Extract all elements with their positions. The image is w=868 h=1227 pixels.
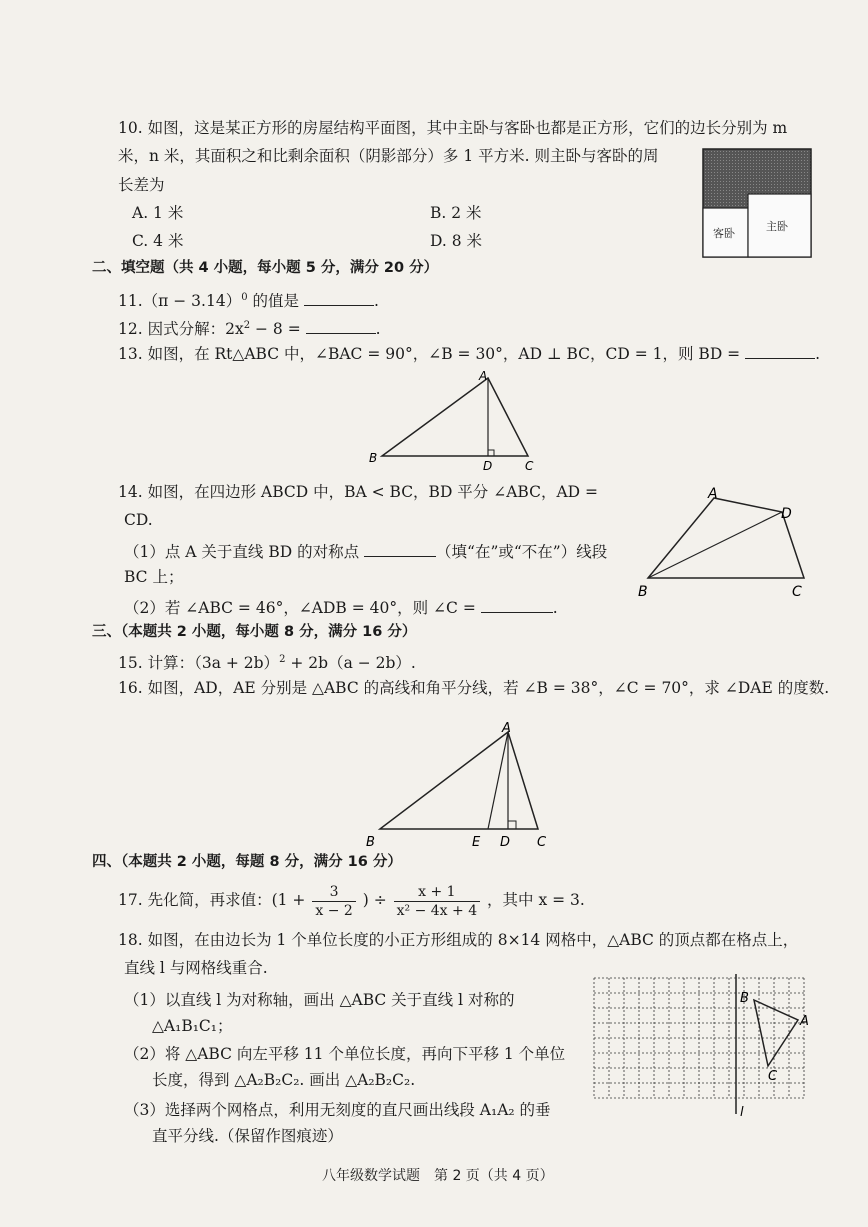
q13-text: 13. 如图，在 Rt△ABC 中，∠BAC = 90°，∠B = 30°，AD ⊥ BC，CD = 1，则 BD = — [118, 345, 741, 363]
q12-text: 12. 因式分解：2x — [118, 320, 244, 339]
q14-part2 — [124, 596, 558, 618]
q17-fraction-1-den: x − 2 — [315, 902, 353, 919]
q17-fraction-1-num: 3 — [312, 883, 355, 902]
q14-label-c: C — [792, 584, 802, 600]
q17-fraction-2-num: x + 1 — [394, 883, 480, 902]
q14-line2: CD. — [124, 511, 153, 529]
q14-quadrilateral-figure — [632, 484, 822, 602]
q15-exponent: 2 — [279, 654, 286, 665]
master-room-label: 主卧 — [766, 220, 788, 233]
q10-line2: 米，n 米，其面积之和比剩余面积（阴影部分）多 1 平方米. 则主卧与客卧的周 — [118, 147, 659, 165]
guest-room-label: 客卧 — [713, 227, 735, 240]
q17-text-mid: ) ÷ — [362, 891, 387, 909]
q14-part1-text: （1）点 A 关于直线 BD 的对称点 — [124, 543, 360, 561]
q16-text: 16. 如图，AD，AE 分别是 △ABC 的高线和角平分线，若 ∠B = 38°，∠C = 70°，求 ∠DAE 的度数. — [118, 679, 830, 697]
q15 — [118, 650, 416, 673]
q13-label-b: B — [369, 451, 378, 465]
q12-answer-blank[interactable] — [306, 317, 376, 334]
q18-part3: （3）选择两个网格点，利用无刻度的直尺画出线段 A₁A₂ 的垂 — [124, 1101, 551, 1119]
q12-text-post: − 8 = — [250, 320, 301, 339]
q17-fraction-2 — [394, 883, 480, 920]
q10-option-d: D. 8 米 — [430, 232, 483, 250]
q14-label-a: A — [708, 486, 718, 502]
q14-part1 — [124, 540, 607, 562]
q13 — [118, 342, 820, 364]
q14-part2-blank[interactable] — [481, 596, 553, 613]
q10-line3: 长差为 — [118, 176, 165, 194]
q14-part1-blank[interactable] — [364, 540, 436, 557]
q15-text: 15. 计算：（3a + 2b） — [118, 654, 280, 673]
q13-answer-blank[interactable] — [745, 342, 815, 359]
q16-label-e: E — [472, 835, 481, 850]
q16-label-b: B — [366, 835, 375, 850]
q10-option-b: B. 2 米 — [430, 204, 482, 222]
q18-part2: （2）将 △ABC 向左平移 11 个单位长度，再向下平移 1 个单位 — [124, 1045, 566, 1063]
q18-part1-cont: △A₁B₁C₁； — [152, 1017, 233, 1035]
q12 — [118, 316, 381, 339]
q18-line1: 18. 如图，在由边长为 1 个单位长度的小正方形组成的 8×14 网格中，△ABC 的顶点都在格点上， — [118, 931, 799, 949]
q18-grid-figure — [588, 970, 816, 1118]
q11-answer-blank[interactable] — [304, 289, 374, 306]
q15-text-post: + 2b（a − 2b）. — [285, 654, 416, 673]
q16-label-a: A — [502, 721, 511, 736]
q14-part1-cont: BC 上； — [124, 568, 184, 586]
q18-label-l: l — [740, 1105, 744, 1118]
page-footer: 八年级数学试题 第 2 页（共 4 页） — [322, 1168, 554, 1184]
q14-label-b: B — [638, 584, 648, 600]
section-4-heading: 四、（本题共 2 小题，每题 8 分，满分 16 分） — [92, 854, 402, 870]
q16-label-d: D — [500, 835, 511, 850]
q14-part2-end: . — [552, 599, 558, 617]
q12-end: . — [375, 320, 381, 339]
q11-text: 11.（π − 3.14） — [118, 292, 242, 311]
q10-option-a: A. 1 米 — [132, 204, 184, 222]
q11 — [118, 288, 379, 311]
q17-text-post: ，其中 x = 3. — [487, 891, 585, 909]
q16-triangle-figure — [362, 718, 562, 852]
q13-triangle-figure — [362, 364, 552, 476]
q17 — [118, 880, 585, 920]
q13-label-a: A — [479, 369, 488, 383]
q18-part1: （1）以直线 l 为对称轴，画出 △ABC 关于直线 l 对称的 — [124, 991, 515, 1009]
section-2-heading: 二、填空题（共 4 小题，每小题 5 分，满分 20 分） — [92, 260, 439, 276]
section-3-heading: 三、（本题共 2 小题，每小题 8 分，满分 16 分） — [92, 624, 417, 640]
q13-label-c: C — [525, 459, 534, 473]
q18-line2: 直线 l 与网格线重合. — [124, 959, 268, 977]
q18-part3-cont: 直平分线.（保留作图痕迹） — [152, 1127, 343, 1145]
q18-label-a: A — [800, 1014, 809, 1029]
q18-part2-cont: 长度，得到 △A₂B₂C₂. 画出 △A₂B₂C₂. — [152, 1071, 416, 1089]
q14-part2-text: （2）若 ∠ABC = 46°，∠ADB = 40°，则 ∠C = — [124, 599, 476, 617]
q13-end: . — [815, 345, 821, 363]
q13-label-d: D — [483, 459, 493, 473]
q11-text-post: 的值是 — [247, 292, 300, 311]
q10-line1: 10. 如图，这是某正方形的房屋结构平面图，其中主卧与客卧也都是正方形，它们的边长分别为 m — [118, 119, 788, 137]
q10-floor-plan-figure — [702, 148, 814, 260]
q18-label-b: B — [740, 991, 749, 1006]
q17-fraction-1 — [312, 883, 355, 920]
q14-label-d: D — [781, 506, 792, 522]
q14-part1-text-b: （填“在”或“不在”）线段 — [436, 543, 608, 561]
q18-label-c: C — [768, 1069, 778, 1084]
q10-option-c: C. 4 米 — [132, 232, 184, 250]
q17-fraction-2-den: x² − 4x + 4 — [396, 902, 478, 919]
q17-text-pre: 17. 先化简，再求值：(1 + — [118, 891, 306, 909]
q14-line1: 14. 如图，在四边形 ABCD 中，BA < BC，BD 平分 ∠ABC，AD = — [118, 483, 598, 501]
q11-exponent: 0 — [241, 292, 248, 303]
q11-end: . — [373, 292, 379, 311]
q16-label-c: C — [537, 835, 547, 850]
q12-exponent: 2 — [243, 320, 251, 331]
